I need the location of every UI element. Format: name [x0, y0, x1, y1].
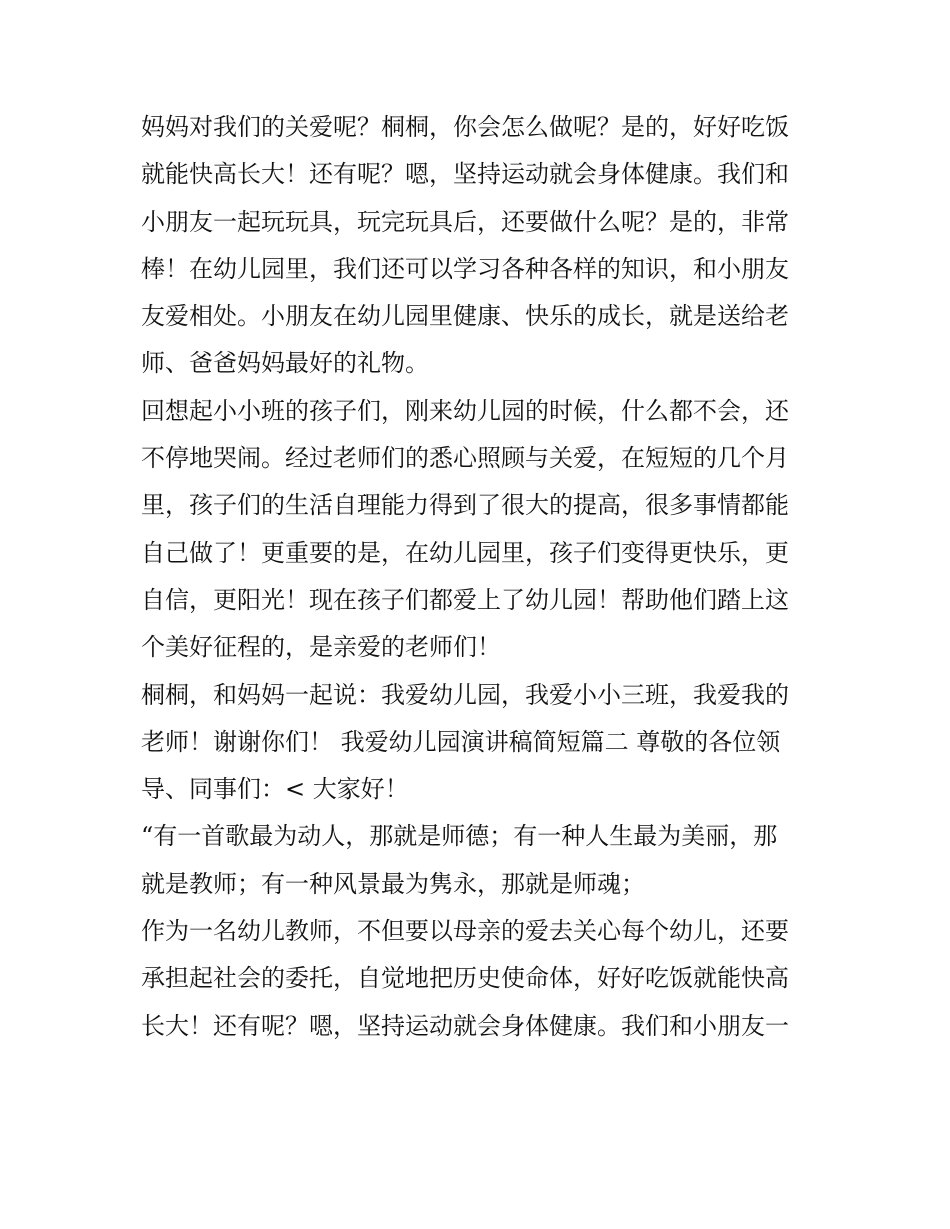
text-line: 自信，更阳光！现在孩子们都爱上了幼儿园！帮助他们踏上这	[141, 585, 789, 614]
text-line: 导、同事们：< 大家好！	[141, 775, 409, 804]
text-line: “有一首歌最为动人，那就是师德；有一种人生最为美丽，那	[141, 822, 778, 851]
text-line: 长大！还有呢？嗯，坚持运动就会身体健康。我们和小朋友一	[141, 1011, 789, 1040]
text-line: 就能快高长大！还有呢？嗯，坚持运动就会身体健康。我们和	[141, 160, 789, 189]
text-line: 不停地哭闹。经过老师们的悉心照顾与关爱，在短短的几个月	[141, 444, 789, 473]
paragraph-5	[141, 908, 816, 1050]
document-page	[141, 104, 816, 1050]
text-line: 回想起小小班的孩子们，刚来幼儿园的时候，什么都不会，还	[141, 396, 789, 425]
text-line: 自己做了！更重要的是，在幼儿园里，孩子们变得更快乐，更	[141, 538, 789, 567]
text-line: 棒！在幼儿园里，我们还可以学习各种各样的知识，和小朋友	[141, 254, 789, 283]
text-line: 小朋友一起玩玩具，玩完玩具后，还要做什么呢？是的，非常	[141, 207, 789, 236]
text-line: 就是教师；有一种风景最为隽永，那就是师魂；	[141, 869, 645, 898]
paragraph-3	[141, 672, 816, 814]
paragraph-2	[141, 388, 816, 672]
text-line: 师、爸爸妈妈最好的礼物。	[141, 349, 429, 378]
text-line: 作为一名幼儿教师，不但要以母亲的爱去关心每个幼儿，还要	[141, 917, 789, 946]
paragraph-4	[141, 813, 816, 908]
text-line: 承担起社会的委托，自觉地把历史使命体，好好吃饭就能快高	[141, 964, 789, 993]
text-line: 老师！谢谢你们！ 我爱幼儿园演讲稿简短篇二 尊敬的各位领	[141, 727, 781, 756]
text-line: 桐桐，和妈妈一起说：我爱幼儿园，我爱小小三班，我爱我的	[141, 680, 789, 709]
paragraph-1	[141, 104, 816, 388]
text-line: 里，孩子们的生活自理能力得到了很大的提高，很多事情都能	[141, 491, 789, 520]
text-line: 友爱相处。小朋友在幼儿园里健康、快乐的成长，就是送给老	[141, 302, 789, 331]
text-line: 妈妈对我们的关爱呢？桐桐，你会怎么做呢？是的，好好吃饭	[141, 113, 789, 141]
text-line: 个美好征程的，是亲爱的老师们！	[141, 633, 501, 662]
